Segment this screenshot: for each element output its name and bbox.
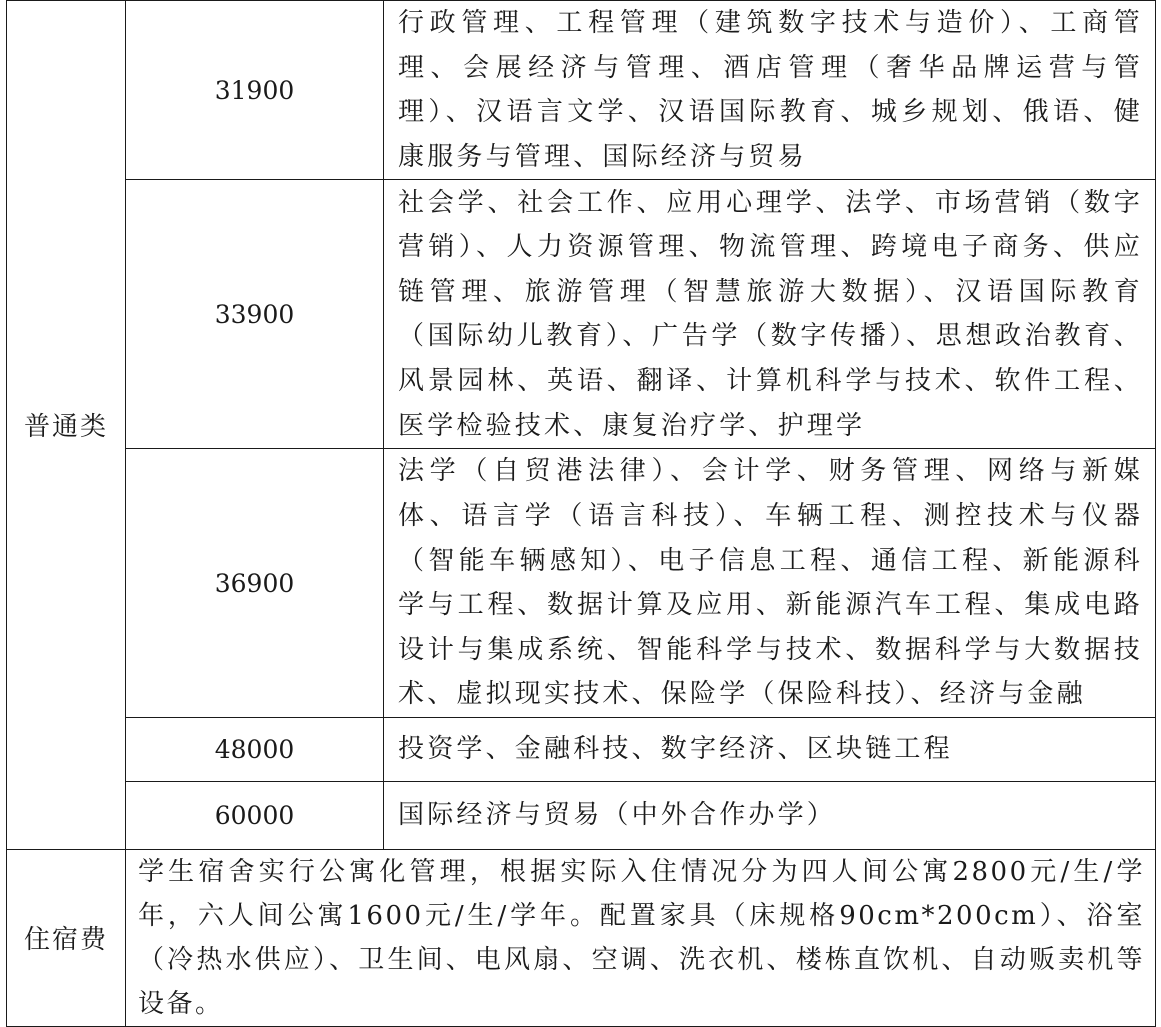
majors-cell: 社会学、社会工作、应用心理学、法学、市场营销（数字营销）、人力资源管理、物流管理、跨境电子商务、供应链管理、旅游管理（智慧旅游大数据）、汉语国际教育（国际幼儿教育）、广告学（数字传播）、思想政治教育、风景园林、英语、翻译、计算机科学与技术、软件工程、医学检验技术、康复治疗学、护理学 (384, 180, 1156, 449)
fee-cell: 36900 (126, 449, 384, 718)
fee-cell: 31900 (126, 1, 384, 180)
table-row (7, 449, 1156, 718)
majors-cell: 国际经济与贸易（中外合作办学） (384, 781, 1156, 849)
table-row (7, 781, 1156, 849)
table-row (7, 1, 1156, 180)
table-row (7, 180, 1156, 449)
majors-cell: 投资学、金融科技、数字经济、区块链工程 (384, 717, 1156, 781)
majors-cell: 法学（自贸港法律）、会计学、财务管理、网络与新媒体、语言学（语言科技）、车辆工程、测控技术与仪器（智能车辆感知）、电子信息工程、通信工程、新能源科学与工程、数据计算及应用、新能源汽车工程、集成电路设计与集成系统、智能科学与技术、数据科学与大数据技术、虚拟现实技术、保险学（保险科技）、经济与金融 (384, 449, 1156, 718)
fee-cell: 33900 (126, 180, 384, 449)
majors-cell: 行政管理、工程管理（建筑数字技术与造价）、工商管理、会展经济与管理、酒店管理（奢华品牌运营与管理）、汉语言文学、汉语国际教育、城乡规划、俄语、健康服务与管理、国际经济与贸易 (384, 1, 1156, 180)
table-row (7, 717, 1156, 781)
fee-cell: 60000 (126, 781, 384, 849)
fee-cell: 48000 (126, 717, 384, 781)
lodging-row (7, 849, 1156, 1026)
tuition-fee-table (6, 0, 1156, 1027)
category-cell: 普通类 (7, 1, 126, 850)
lodging-description-cell: 学生宿舍实行公寓化管理，根据实际入住情况分为四人间公寓2800元/生/学年，六人间公寓1600元/生/学年。配置家具（床规格90cm*200cm）、浴室（冷热水供应）、卫生间、电风扇、空调、洗衣机、楼栋直饮机、自动贩卖机等设备。 (126, 849, 1156, 1026)
lodging-category-cell: 住宿费 (7, 849, 126, 1026)
